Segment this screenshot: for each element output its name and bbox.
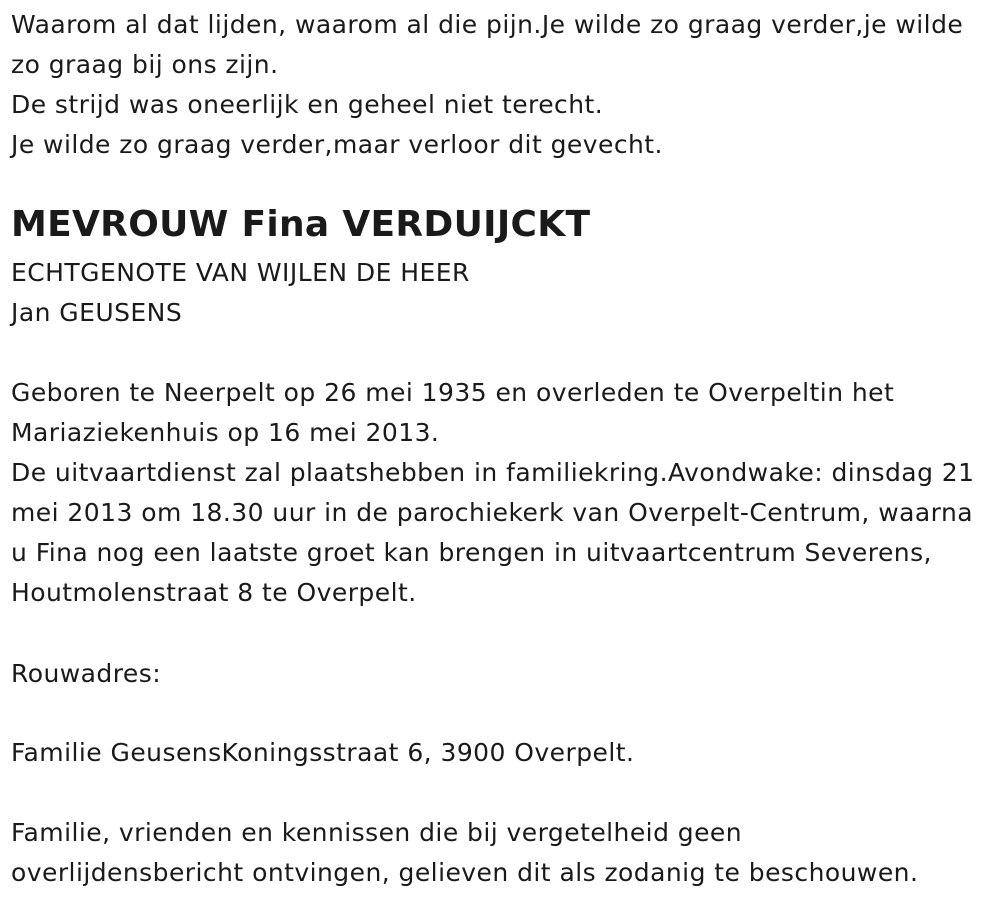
address-label-block [11,654,161,694]
poem-line: zo graag bij ons zijn. [11,50,279,79]
family-address-block [11,733,634,773]
announcement-line: De uitvaartdienst zal plaatshebben in familiekring.Avondwake: dinsdag 21 [11,458,975,487]
announcement-line: Mariaziekenhuis op 16 mei 2013. [11,418,440,447]
closing-line: Familie, vrienden en kennissen die bij vergetelheid geen [11,818,743,847]
poem-line: Waarom al dat lijden, waarom al die pijn.Je wilde zo graag verder,je wilde [11,10,964,39]
closing-line: overlijdensbericht ontvingen, gelieven dit als zodanig te beschouwen. [11,858,919,887]
poem-line: De strijd was oneerlijk en geheel niet terecht. [11,90,604,119]
announcement-line: Houtmolenstraat 8 te Overpelt. [11,578,417,607]
announcement-line: Geboren te Neerpelt op 26 mei 1935 en overleden te Overpeltin het [11,378,895,407]
announcement-line: u Fina nog een laatste groet kan brengen in uitvaartcentrum Severens, [11,538,932,567]
spouse-line: Jan GEUSENS [11,298,183,327]
deceased-name: MEVROUW Fina VERDUIJCKT [11,204,591,245]
family-address: Familie GeusensKoningsstraat 6, 3900 Overpelt. [11,738,635,767]
announcement-line: mei 2013 om 18.30 uur in de parochiekerk van Overpelt-Centrum, waarna [11,498,974,527]
poem-line: Je wilde zo graag verder,maar verloor dit gevecht. [11,130,663,159]
address-label: Rouwadres: [11,659,162,688]
spouse-line: ECHTGENOTE VAN WIJLEN DE HEER [11,258,470,287]
announcement-block [11,373,975,613]
spouse-block [11,253,470,333]
closing-block [11,813,918,893]
poem-block [11,5,963,165]
